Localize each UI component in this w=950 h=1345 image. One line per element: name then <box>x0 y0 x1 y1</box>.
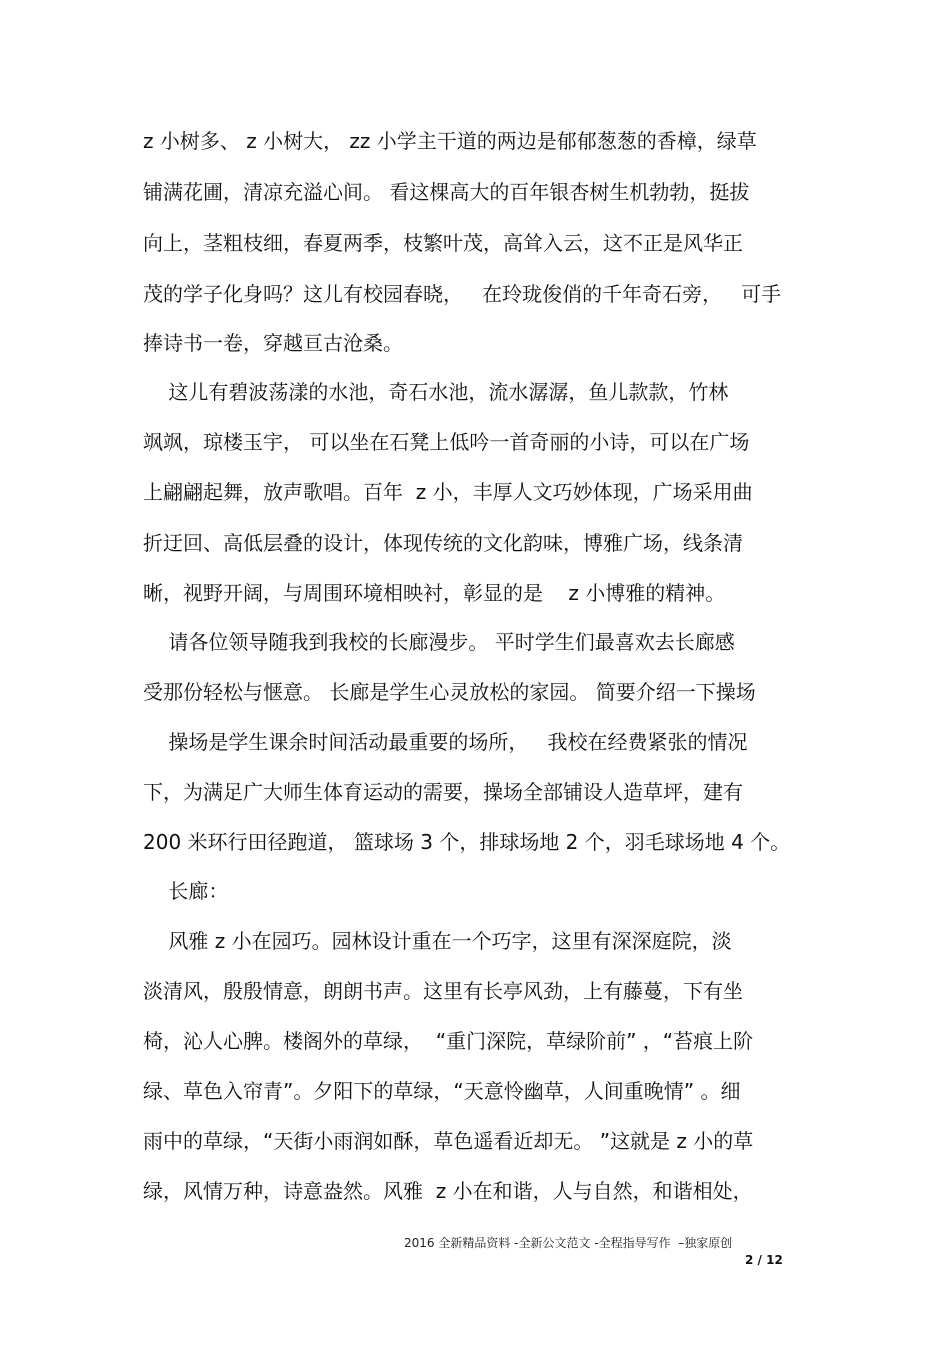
body-line: 向上，茎粗枝细，春夏两季，枝繁叶茂，高耸入云，这不正是风华正 <box>143 231 743 255</box>
page-number: 2 / 12 <box>745 1253 783 1267</box>
body-line: 风雅 z 小在园巧。园林设计重在一个巧字，这里有深深庭院，淡 <box>143 929 732 953</box>
body-line: z 小树多、 z 小树大， zz 小学主干道的两边是郁郁葱葱的香樟，绿草 <box>143 129 757 153</box>
body-line: 下，为满足广大师生体育运动的需要，操场全部铺设人造草坪，建有 <box>143 780 743 804</box>
body-line: 茂的学子化身吗？这儿有校园春晓， 在玲珑俊俏的千年奇石旁， 可手 <box>143 282 782 306</box>
body-line: 椅，沁人心脾。楼阁外的草绿， “重门深院，草绿阶前” ，“苔痕上阶 <box>143 1029 754 1053</box>
body-line: 受那份轻松与惬意。 长廊是学生心灵放松的家园。 简要介绍一下操场 <box>143 680 756 704</box>
body-line: 200 米环行田径跑道， 篮球场 3 个，排球场地 2 个，羽毛球场地 4 个。 <box>143 830 791 854</box>
body-line: 绿、草色入帘青”。夕阳下的草绿，“天意怜幽草，人间重晚情” 。细 <box>143 1079 741 1103</box>
body-line: 淡清风，殷殷情意，朗朗书声。这里有长亭风劲，上有藤蔓，下有坐 <box>143 979 743 1003</box>
body-line: 铺满花圃，清凉充溢心间。 看这棵高大的百年银杏树生机勃勃，挺拔 <box>143 180 750 204</box>
body-line: 请各位领导随我到我校的长廊漫步。 平时学生们最喜欢去长廊感 <box>143 630 735 654</box>
body-line: 操场是学生课余时间活动最重要的场所， 我校在经费紧张的情况 <box>143 730 748 754</box>
section-heading: 长廊： <box>143 879 229 903</box>
body-line: 折迂回、高低层叠的设计，体现传统的文化韵味，博雅广场，线条清 <box>143 531 743 555</box>
body-line: 飒飒，琼楼玉宇， 可以坐在石凳上低吟一首奇丽的小诗，可以在广场 <box>143 430 750 454</box>
body-line: 晰，视野开阔，与周围环境相映衬，彰显的是 z 小博雅的精神。 <box>143 581 726 605</box>
body-line: 上翩翩起舞，放声歌唱。百年 z 小，丰厚人文巧妙体现，广场采用曲 <box>143 480 753 504</box>
body-line: 绿，风情万种，诗意盎然。风雅 z 小在和谐，人与自然，和谐相处， <box>143 1179 753 1203</box>
body-line: 雨中的草绿，“天街小雨润如酥，草色遥看近却无。 ”这就是 z 小的草 <box>143 1129 754 1153</box>
footer-text: 2016 全新精品资料 -全新公文范文 -全程指导写作 –独家原创 <box>404 1236 733 1250</box>
body-line: 捧诗书一卷，穿越亘古沧桑。 <box>143 331 403 355</box>
body-line: 这儿有碧波荡漾的水池，奇石水池，流水潺潺，鱼儿款款，竹林 <box>143 380 729 404</box>
